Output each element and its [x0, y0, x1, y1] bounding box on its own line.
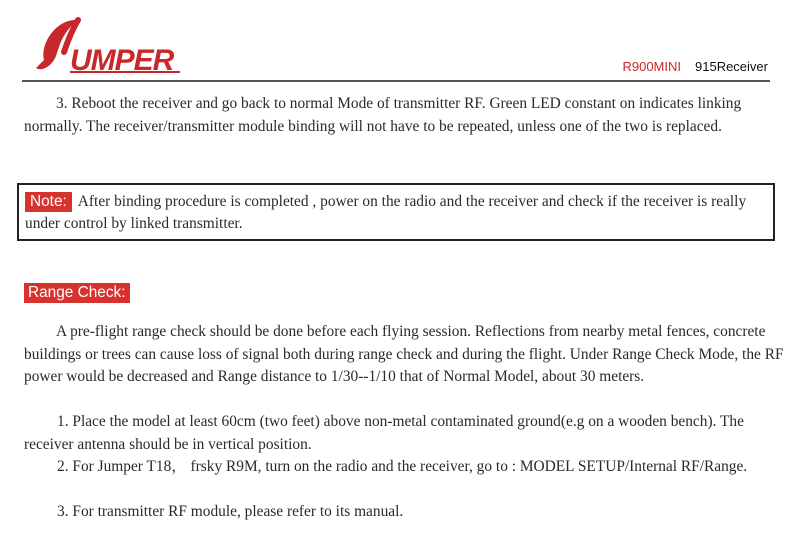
jumper-logo: [30, 12, 190, 78]
range-item-3: 3. For transmitter RF module, please refer to its manual.: [57, 503, 404, 520]
header-divider: [22, 80, 770, 82]
note-label: Note:: [25, 192, 72, 212]
range-check-label: Range Check:: [24, 283, 130, 303]
note-text: After binding procedure is completed , power on the radio and the receiver and check if the receiver is really under control by linked transmitter.: [25, 193, 747, 232]
svg-text:UMPER: UMPER: [70, 44, 174, 77]
model-name: R900MINI: [622, 59, 681, 74]
range-check-intro: A pre-flight range check should be done before each flying session. Reflections from nearby metal fences, concrete buildings or trees can cause loss of signal both during range check and during the flight. Under Range Check Mode, the RF power would be decreased and Range distance to 1/30--1/10 that of Normal Model, about 30 meters.: [24, 323, 784, 385]
header-right: [622, 59, 768, 74]
step3-paragraph: 3. Reboot the receiver and go back to normal Mode of transmitter RF. Green LED constant on indicates linking normally. The receiver/transmitter module binding will not have to be repeated, unless one of the two is replaced.: [24, 95, 742, 135]
range-item-1: 1. Place the model at least 60cm (two feet) above non-metal contaminated ground(e.g on a wooden bench). The receiver antenna should be in vertical position.: [24, 413, 744, 453]
receiver-name: 915Receiver: [695, 59, 768, 74]
range-item-2: 2. For Jumper T18， frsky R9M, turn on the radio and the receiver, go to : MODEL SETUP/Internal RF/Range.: [57, 458, 748, 475]
note-box: [17, 183, 775, 241]
